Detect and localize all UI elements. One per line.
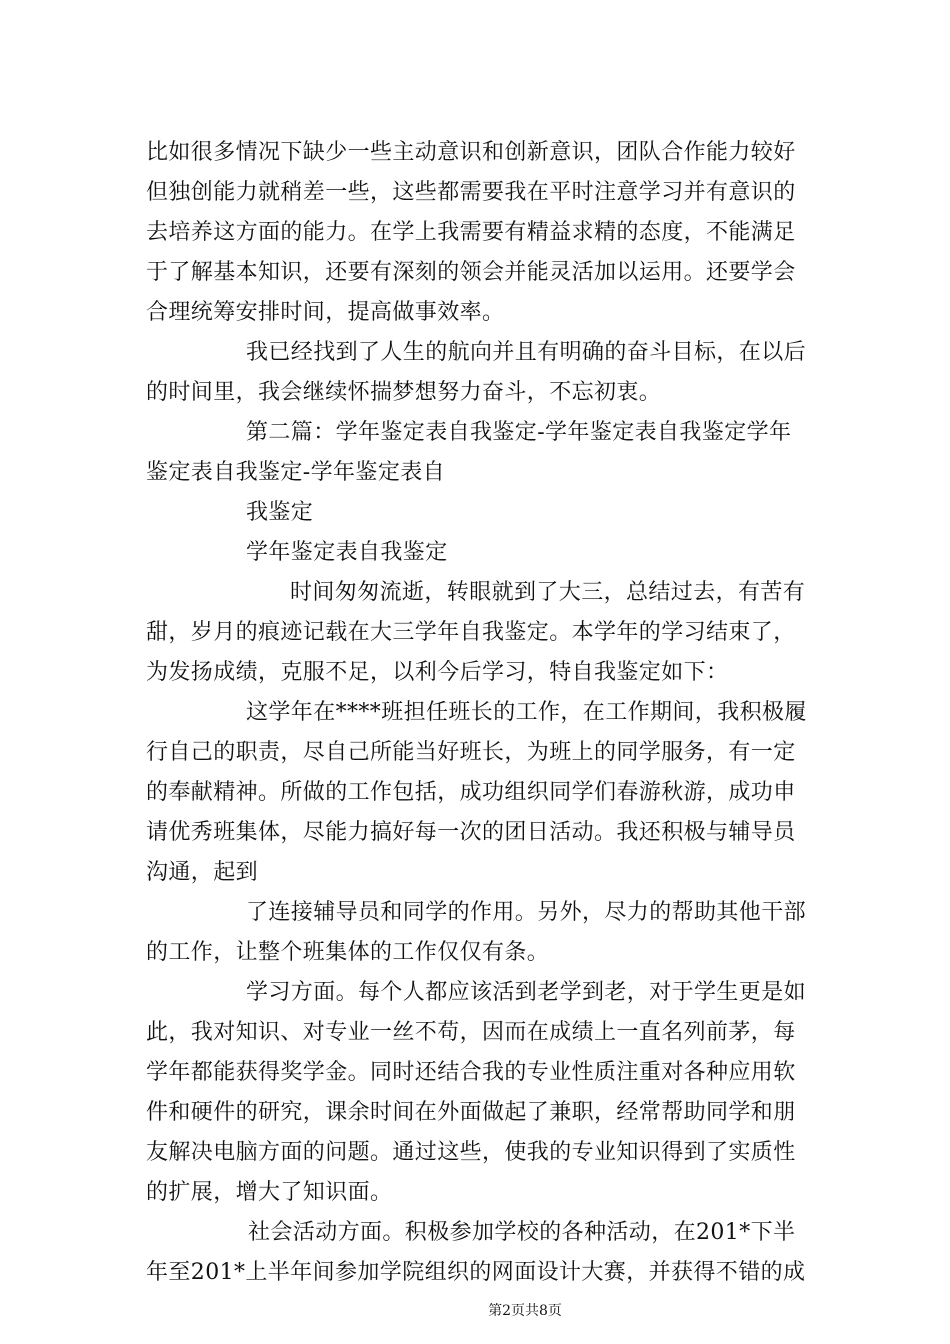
text-line: 社会活动方面。积极参加学校的各种活动，在201*下半 xyxy=(248,1220,796,1245)
text-line: 学年都能获得奖学金。同时还结合我的专业性质注重对各种应用软 xyxy=(146,1060,796,1085)
text-line: 的奉献精神。所做的工作包括，成功组织同学们春游秋游，成功申 xyxy=(146,780,796,805)
text-line: 的时间里，我会继续怀揣梦想努力奋斗，不忘初衷。 xyxy=(146,380,662,405)
text-line: 甜，岁月的痕迹记载在大三学年自我鉴定。本学年的学习结束了， xyxy=(146,620,796,645)
text-line: 合理统筹安排时间，提高做事效率。 xyxy=(146,300,505,325)
text-line: 于了解基本知识，还要有深刻的领会并能灵活加以运用。还要学会 xyxy=(146,260,796,285)
text-line: 行自己的职责，尽自己所能当好班长，为班上的同学服务，有一定 xyxy=(146,740,796,765)
subtitle-line: 学年鉴定表自我鉴定 xyxy=(246,540,448,565)
text-line: 沟通，起到 xyxy=(146,860,259,885)
text-line: 的工作，让整个班集体的工作仅仅有条。 xyxy=(146,940,550,965)
text-line: 的扩展，增大了知识面。 xyxy=(146,1180,393,1205)
text-line: 请优秀班集体，尽能力搞好每一次的团日活动。我还积极与辅导员 xyxy=(146,820,796,845)
text-line: 我鉴定 xyxy=(246,500,314,525)
text-line: 件和硬件的研究，课余时间在外面做起了兼职，经常帮助同学和朋 xyxy=(146,1100,796,1125)
text-line: 为发扬成绩，克服不足，以利今后学习，特自我鉴定如下： xyxy=(146,660,729,685)
section-heading-line: 第二篇：学年鉴定表自我鉴定-学年鉴定表自我鉴定学年 xyxy=(246,420,792,445)
text-line: 学习方面。每个人都应该活到老学到老，对于学生更是如 xyxy=(246,980,807,1005)
page-number-footer: 第2页共8页 xyxy=(488,1303,562,1319)
text-line: 我已经找到了人生的航向并且有明确的奋斗目标，在以后 xyxy=(246,340,807,365)
text-line: 比如很多情况下缺少一些主动意识和创新意识，团队合作能力较好 xyxy=(146,140,796,165)
text-line: 此，我对知识、对专业一丝不苟，因而在成绩上一直名列前茅，每 xyxy=(146,1020,796,1045)
text-line: 这学年在****班担任班长的工作，在工作期间，我积极履 xyxy=(246,700,807,725)
text-line: 但独创能力就稍差一些，这些都需要我在平时注意学习并有意识的 xyxy=(146,180,796,205)
text-line: 时间匆匆流逝，转眼就到了大三，总结过去，有苦有 xyxy=(290,580,806,605)
text-line: 年至201*上半年间参加学院组织的网面设计大赛，并获得不错的成 xyxy=(146,1260,806,1285)
text-line: 了连接辅导员和同学的作用。另外，尽力的帮助其他干部 xyxy=(246,900,807,925)
text-line: 友解决电脑方面的问题。通过这些，使我的专业知识得到了实质性 xyxy=(146,1140,796,1165)
text-line: 去培养这方面的能力。在学上我需要有精益求精的态度，不能满足 xyxy=(146,220,796,245)
section-heading-line: 鉴定表自我鉴定-学年鉴定表自 xyxy=(146,460,446,485)
